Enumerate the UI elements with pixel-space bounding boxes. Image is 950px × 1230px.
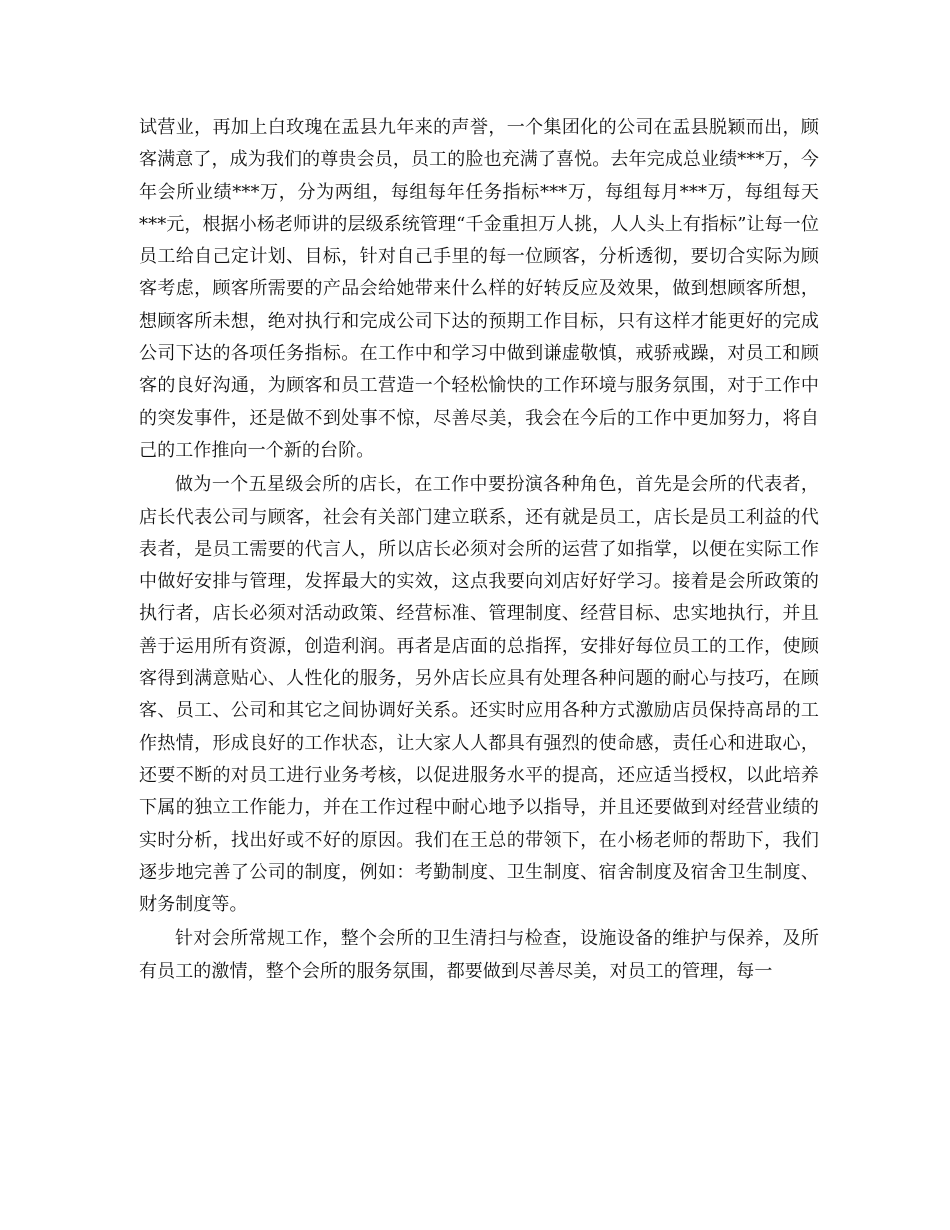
paragraph-2: 做为一个五星级会所的店长，在工作中要扮演各种角色，首先是会所的代表者，店长代表公司与顾客，社会有关部门建立联系，还有就是员工，店长是员工利益的代表者，是员工需要的代言人，所以店长必须对会所的运营了如指掌，以便在实际工作中做好安排与管理，发挥最大的实效，这点我要向刘店好好学习。接着是会所政策的执行者，店长必须对活动政策、经营标准、管理制度、经营目标、忠实地执行，并且善于运用所有资源，创造利润。再者是店面的总指挥，安排好每位员工的工作，使顾客得到满意贴心、人性化的服务，另外店长应具有处理各种问题的耐心与技巧，在顾客、员工、公司和其它之间协调好关系。还实时应用各种方式激励店员保持高昂的工作热情，形成良好的工作状态，让大家人人都具有强烈的使命感，责任心和进取心，还要不断的对员工进行业务考核，以促进服务水平的提高，还应适当授权，以此培养下属的独立工作能力，并在工作过程中耐心地予以指导，并且还要做到对经营业绩的实时分析，找出好或不好的原因。我们在王总的带领下，在小杨老师的帮助下，我们逐步地完善了公司的制度，例如：考勤制度、卫生制度、宿舍制度及宿舍卫生制度、财务制度等。 bbox=[139, 474, 819, 916]
paragraph-3: 针对会所常规工作，整个会所的卫生清扫与检查，设施设备的维护与保养，及所有员工的激情，整个会所的服务氛围，都要做到尽善尽美，对员工的管理，每一 bbox=[139, 928, 819, 982]
paragraph-1: 试营业，再加上白玫瑰在盂县九年来的声誉，一个集团化的公司在盂县脱颖而出，顾客满意了，成为我们的尊贵会员，员工的脸也充满了喜悦。去年完成总业绩***万，今年会所业绩***万，分为两组，每组每年任务指标***万，每组每月***万，每组每天***元，根据小杨老师讲的层级系统管理“千金重担万人挑，人人头上有指标”让每一位员工给自己定计划、目标，针对自己手里的每一位顾客，分析透彻，要切合实际为顾客考虑，顾客所需要的产品会给她带来什么样的好转反应及效果，做到想顾客所想，想顾客所未想，绝对执行和完成公司下达的预期工作目标，只有这样才能更好的完成公司下达的各项任务指标。在工作中和学习中做到谦虚敬慎，戒骄戒躁，对员工和顾客的良好沟通，为顾客和员工营造一个轻松愉快的工作环境与服务氛围，对于工作中的突发事件，还是做不到处事不惊，尽善尽美，我会在今后的工作中更加努力，将自己的工作推向一个新的台阶。 bbox=[139, 117, 819, 461]
document-body bbox=[139, 112, 819, 988]
